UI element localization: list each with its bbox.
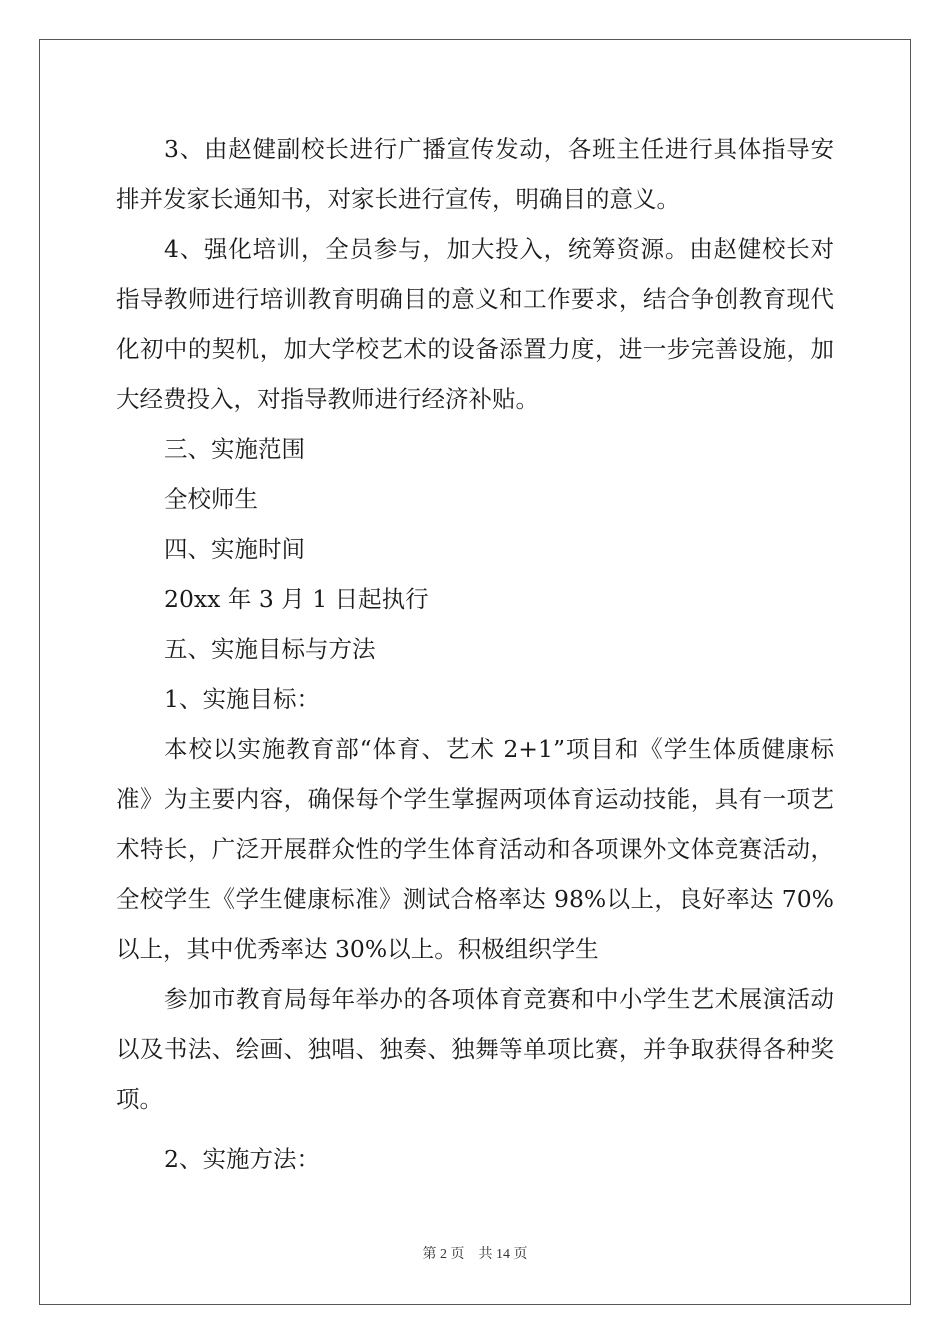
competition-paragraph: 参加市教育局每年举办的各项体育竞赛和中小学生艺术展演活动以及书法、绘画、独唱、独奏、独舞等单项比赛，并争取获得各种奖项。 <box>116 985 834 1113</box>
subheading-goals: 1、实施目标： <box>164 685 320 713</box>
section-heading-goals-methods: 五、实施目标与方法 <box>164 635 376 663</box>
paragraph-item-4: 4、强化培训，全员参与，加大投入，统筹资源。由赵健校长对指导教师进行培训教育明确目的意义和工作要求，结合争创教育现代化初中的契机，加大学校艺术的设备添置力度，进一步完善设施，加大经费投入，对指导教师进行经济补贴。 <box>116 235 834 413</box>
scope-text: 全校师生 <box>164 485 258 513</box>
spacer <box>116 1124 834 1134</box>
time-text: 20xx 年 3 月 1 日起执行 <box>164 585 429 613</box>
paragraph-item-3: 3、由赵健副校长进行广播宣传发动，各班主任进行具体指导安排并发家长通知书，对家长进行宣传，明确目的意义。 <box>116 135 834 213</box>
page-number: 第 2 页 <box>422 1247 465 1262</box>
page-total: 共 14 页 <box>478 1247 528 1262</box>
section-heading-time: 四、实施时间 <box>164 535 305 563</box>
goals-paragraph: 本校以实施教育部“体育、艺术 2+1”项目和《学生体质健康标准》为主要内容，确保每个学生掌握两项体育运动技能，具有一项艺术特长，广泛开展群众性的学生体育活动和各项课外文体竞赛活动，全校学生《学生健康标准》测试合格率达 98%以上，良好率达 70%以上，其中优秀率达 30%以上。积极组织学生 <box>116 735 834 963</box>
section-heading-scope: 三、实施范围 <box>164 435 305 463</box>
document-body <box>116 124 834 1184</box>
page-footer <box>0 1243 950 1263</box>
subheading-methods: 2、实施方法： <box>164 1145 320 1173</box>
